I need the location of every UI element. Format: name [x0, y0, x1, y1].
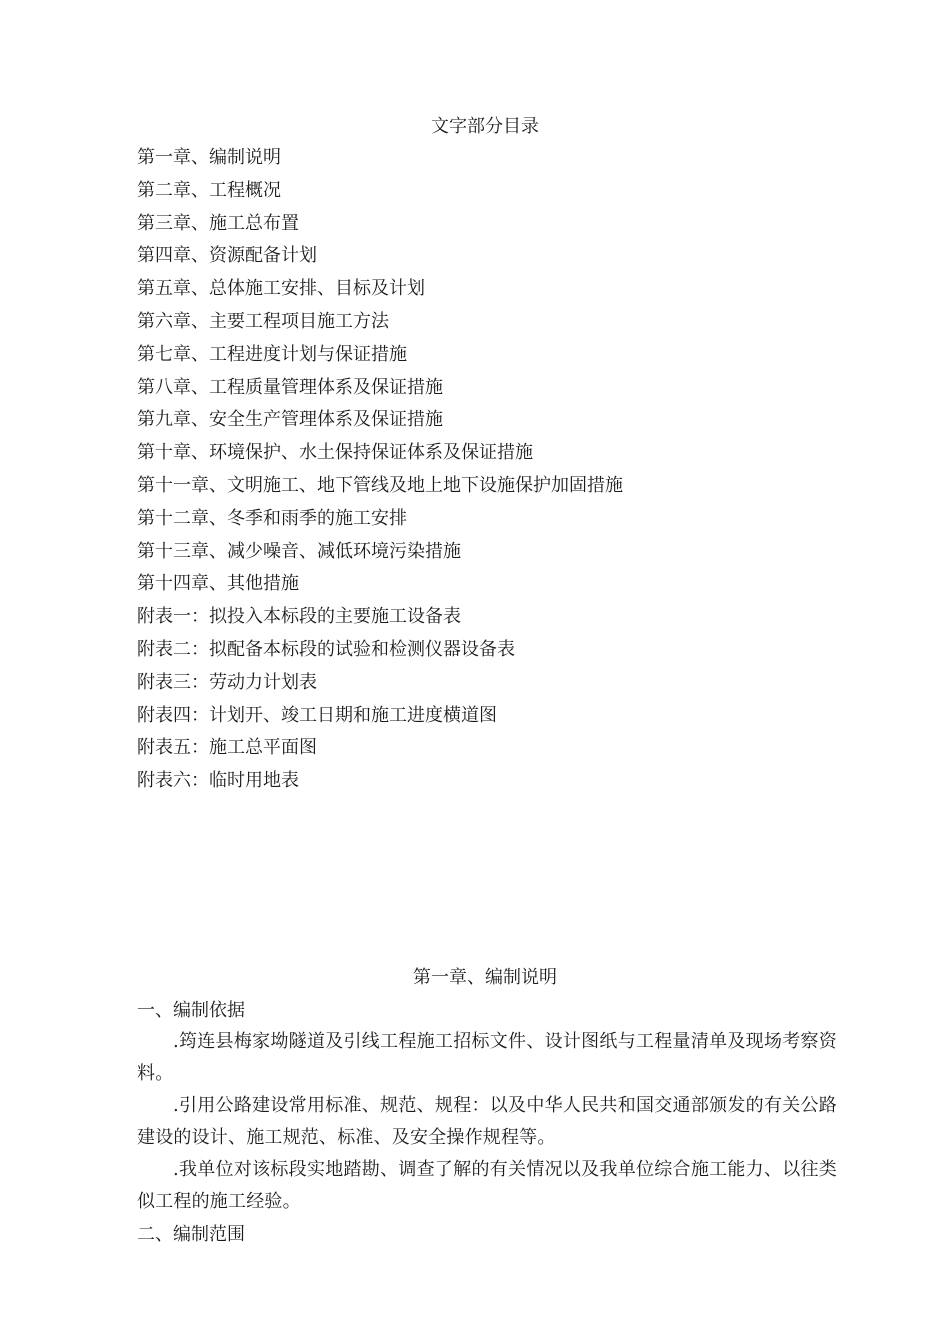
paragraph: .筠连县梅家坳隧道及引线工程施工招标文件、设计图纸与工程量清单及现场考察资料。: [137, 1031, 837, 1084]
toc-item: 第五章、总体施工安排、目标及计划: [137, 278, 425, 300]
toc-item: 附表五：施工总平面图: [137, 737, 317, 759]
toc-title: 文字部分目录: [431, 116, 539, 137]
toc-item: 附表六：临时用地表: [137, 770, 299, 792]
toc-item: 附表一：拟投入本标段的主要施工设备表: [137, 606, 461, 628]
toc-item: 第二章、工程概况: [137, 179, 281, 201]
toc-item: 第十二章、冬季和雨季的施工安排: [137, 507, 407, 529]
toc-item: 第八章、工程质量管理体系及保证措施: [137, 376, 443, 398]
toc-item: 第四章、资源配备计划: [137, 245, 317, 267]
toc-item: 第十章、环境保护、水土保持保证体系及保证措施: [137, 442, 533, 464]
toc-item: 附表四：计划开、竣工日期和施工进度横道图: [137, 704, 497, 726]
chapter-title: 第一章、编制说明: [413, 967, 557, 988]
toc-item: 第三章、施工总布置: [137, 212, 299, 234]
chapter-body: [137, 996, 837, 1250]
toc-item: 附表三：劳动力计划表: [137, 671, 317, 693]
toc-item: 第十一章、文明施工、地下管线及地上地下设施保护加固措施: [137, 474, 623, 496]
toc-list: [137, 142, 623, 798]
toc-item: 第十三章、减少噪音、减低环境污染措施: [137, 540, 461, 562]
toc-item: 第一章、编制说明: [137, 147, 281, 168]
section-heading: 二、编制范围: [137, 1224, 245, 1245]
toc-item: 第七章、工程进度计划与保证措施: [137, 343, 407, 365]
paragraph: .我单位对该标段实地踏勘、调查了解的有关情况以及我单位综合施工能力、以往类似工程的施工经验。: [137, 1159, 837, 1212]
section-heading: 一、编制依据: [137, 1000, 245, 1021]
paragraph: .引用公路建设常用标准、规范、规程：以及中华人民共和国交通部颁发的有关公路建设的设计、施工规范、标准、及安全操作规程等。: [137, 1095, 837, 1148]
toc-item: 第九章、安全生产管理体系及保证措施: [137, 409, 443, 431]
toc-item: 第六章、主要工程项目施工方法: [137, 310, 389, 332]
toc-item: 附表二：拟配备本标段的试验和检测仪器设备表: [137, 638, 515, 660]
toc-item: 第十四章、其他措施: [137, 573, 299, 595]
